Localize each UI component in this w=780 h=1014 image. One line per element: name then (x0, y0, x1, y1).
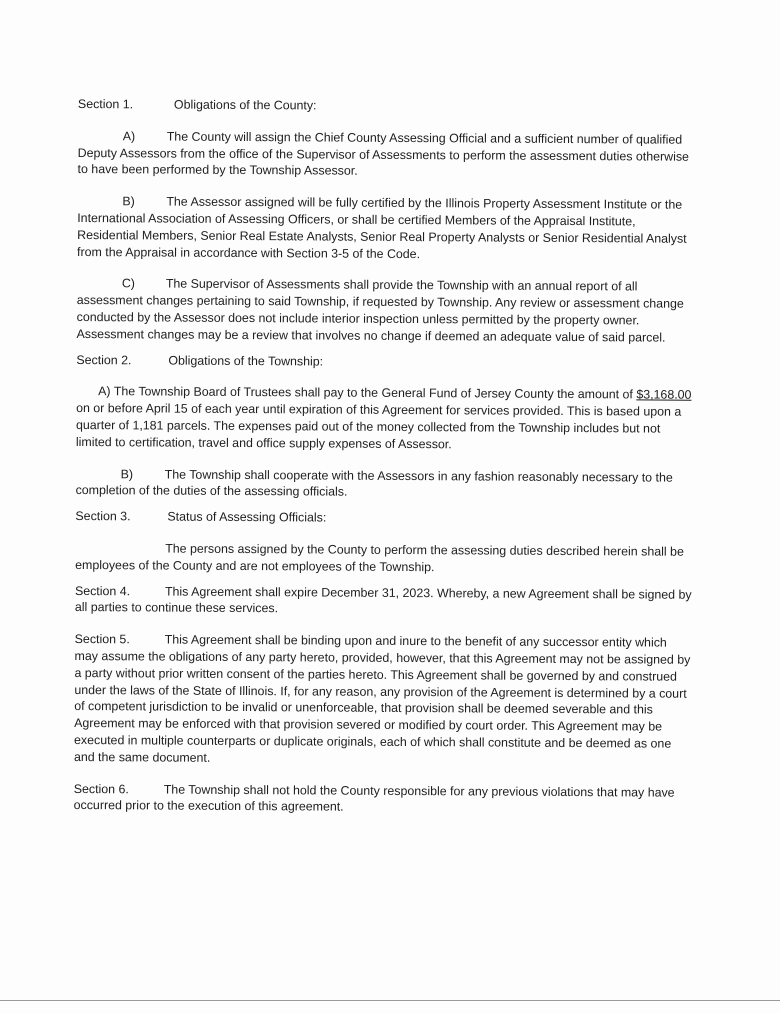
section-2-b-marker: B) (120, 466, 134, 481)
section-2-a-amount: $3,168.00 (636, 387, 692, 403)
section-1-b-marker: B) (122, 194, 135, 209)
section-5-paragraph (74, 631, 693, 769)
section-5-text: This Agreement shall be binding upon and inure to the benefit of any successor entity which may assume the obligations of any party hereto, provided, however, that this Agreement may not be assigned by a party without prior written consent of the parties hereto. This Agreement shall be governed by and construed under the laws of the State of Illinois. If, for any reason, any provision of the Agreement is determined by a court of competent jurisdiction to be invalid or unenforceable, that provision shall be deemed severable and this Agreement may be enforced with that provision severed or modified by court order. This Agreement may be executed in multiple counterparts or duplicate originals, each of which shall constitute and be deemed as one and the same document. (73, 632, 691, 765)
section-6-number: Section 6. (73, 781, 129, 796)
section-4-paragraph (75, 583, 693, 620)
section-2-b-text: The Township shall cooperate with the Assessors in any fashion reasonably necessary to the completion of the duties of the assessing officials. (75, 467, 673, 499)
section-5-number: Section 5. (74, 632, 130, 647)
section-3-number: Section 3. (75, 509, 131, 524)
agreement-body (74, 96, 696, 818)
section-1-c-text: The Supervisor of Assessments shall provide the Township with an annual report of all assessment changes pertaining to said Township, if requested by Township. Any review or assessment change conducted by the Assessor does not include interior inspection unless permitted by the property owner. Assessment changes may be a review that involves no change if deemed an adequate value of said parcel. (76, 276, 684, 345)
section-2-number: Section 2. (76, 352, 132, 367)
section-2-paragraph-b (76, 466, 694, 503)
section-3-paragraph: The persons assigned by the County to perform the assessing duties described herein shall be employees of the County and are not employees of the Township. (75, 541, 684, 574)
section-4-text: This Agreement shall expire December 31, 2023. Whereby, a new Agreement shall be signed by all parties to continue these services. (74, 584, 692, 616)
section-4-number: Section 4. (74, 583, 131, 598)
section-2-a-lead: A) The Township Board of Trustees shall pay to the General Fund of Jersey County the amount of (98, 384, 633, 402)
section-1-a-marker: A) (122, 129, 136, 144)
section-6-text: The Township shall not hold the County responsible for any previous violations that may have occurred prior to the execution of this agreement. (73, 782, 675, 814)
section-1-a-text: The County will assign the Chief County Assessing Official and a sufficient number of qualified Deputy Assessors from the office of the Supervisor of Assessments to perform the assessment duties otherwise to have been performed by the Township Assessor. (77, 129, 690, 179)
section-1-number: Section 1. (77, 96, 134, 112)
page-bottom-edge (0, 1000, 780, 1001)
section-1-paragraph-c (76, 275, 694, 346)
section-1-c-marker: C) (121, 276, 135, 291)
section-3-heading: Status of Assessing Officials: (167, 509, 327, 525)
section-1-paragraph-b (77, 193, 695, 264)
section-2-heading: Obligations of the Township: (168, 353, 324, 369)
section-1-b-text: The Assessor assigned will be fully certified by the Illinois Property Assessment Institute or the International Association of Assessing Officers, or shall be certified Members of the Appraisal Institute, Residential Members, Senior Real Estate Analysts, Senior Real Property Analysts or Senior Residential Analyst from the Appraisal in accordance with Section 3-5 of the Code. (77, 194, 687, 261)
section-6-paragraph (74, 780, 692, 817)
section-2-paragraph-a (76, 383, 694, 454)
section-2-a-rest: on or before April 15 of each year until expiration of this Agreement for services provided. This is based upon a quarter of 1,181 parcels. The expenses paid out of the money collected from the Township includes but not limited to certification, travel and office supply expenses of Assessor. (75, 401, 682, 452)
section-1-paragraph-a (77, 128, 695, 182)
section-1-heading: Obligations of the County: (173, 97, 317, 113)
